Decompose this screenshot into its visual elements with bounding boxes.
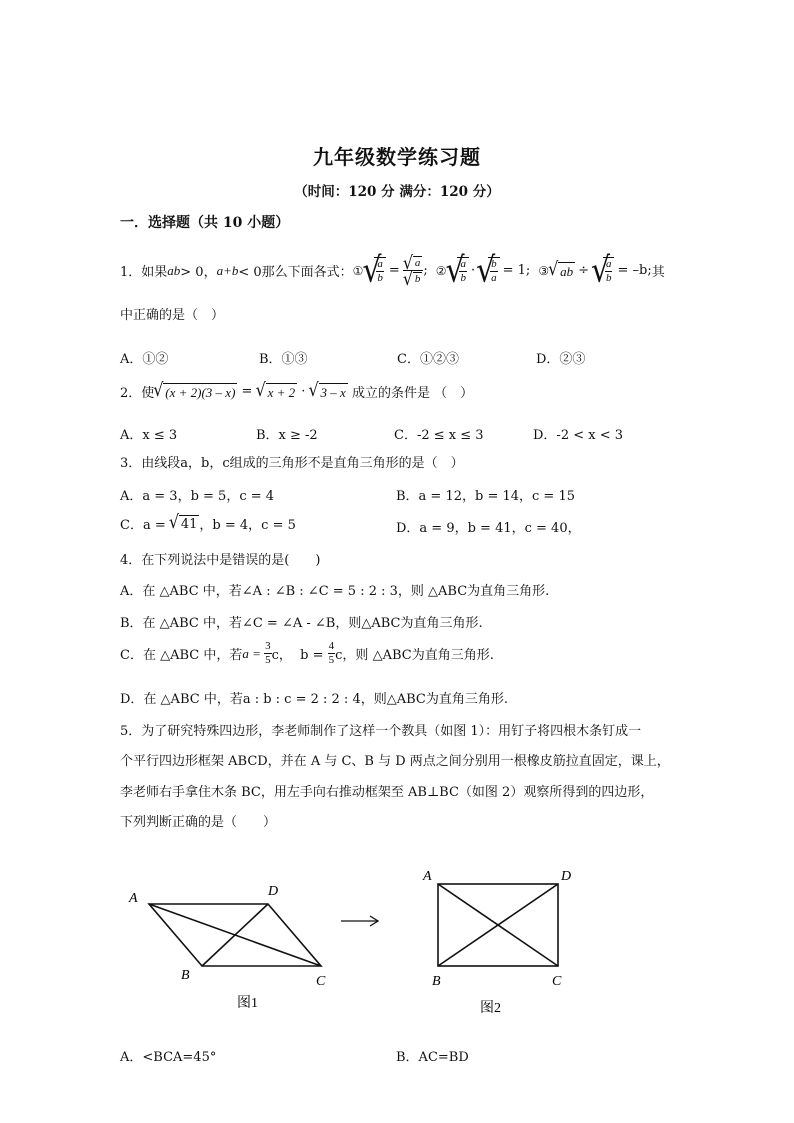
q2-dot: · xyxy=(297,384,310,399)
fig2-caption: 图2 xyxy=(480,1001,501,1016)
q1-eq3-rhs: = –b; xyxy=(617,263,652,278)
q2-equals: = xyxy=(237,384,257,399)
q4-option-c-prefix: C．在 △ABC 中，若 xyxy=(120,648,243,663)
q1-mark-1: ① xyxy=(352,263,364,278)
question-1-stem xyxy=(120,256,665,285)
figure-parallelogram xyxy=(0,860,794,1020)
q1-option-d[interactable]: D．②③ xyxy=(536,352,586,367)
question-3-stem: 3．由线段a，b，c组成的三角形不是直角三角形的是（ ） xyxy=(120,456,464,471)
q4-frac-1-den: 5 xyxy=(265,654,271,666)
q1-option-c[interactable]: C．①②③ xyxy=(397,352,459,367)
fig2-label-d: D xyxy=(561,869,572,884)
fig2-label-a: A xyxy=(423,869,432,884)
q2-suffix: 成立的条件是 （ ） xyxy=(347,386,474,401)
q2-root-1: x + 2 xyxy=(267,384,296,400)
q1-option-b[interactable]: B．①③ xyxy=(259,352,308,367)
q3-option-d[interactable]: D．a = 9，b = 41，c = 40， xyxy=(396,521,581,536)
q1-mark-2: ② xyxy=(435,263,447,278)
q1-formula-1: √ $\frac{a}{b}$ = √ a √ b ; xyxy=(363,256,427,285)
q4-frac-2-den: 5 xyxy=(328,654,335,666)
q2-root-2: 3 – x xyxy=(320,384,346,400)
page-title: 九年级数学练习题 xyxy=(313,145,481,169)
q3-option-c-suffix: ，b = 4，c = 5 xyxy=(199,518,296,533)
q3-option-c-prefix: C．a = xyxy=(120,518,170,533)
q3-option-c[interactable] xyxy=(120,514,296,533)
question-5-line-3: 李老师右手拿住木条 BC，用左手向右推动框架至 AB⊥BC（如图 2）观察所得到的四边形， xyxy=(120,785,654,800)
q4-option-b[interactable]: B．在 △ABC 中，若∠C = ∠A - ∠B，则△ABC为直角三角形. xyxy=(120,616,483,631)
q1-mark-3: ③ xyxy=(538,263,550,278)
q2-option-a[interactable]: A．x ≤ 3 xyxy=(120,428,178,443)
question-5-line-1: 5．为了研究特殊四边形，李老师制作了这样一个教具（如图 1）：用钉子将四根木条钉成一 xyxy=(120,724,642,739)
q1-suffix: 其 xyxy=(651,265,665,280)
question-4-stem: 4．在下列说法中是错误的是( ) xyxy=(120,553,321,568)
section-heading: 一．选择题（共 10 小题） xyxy=(120,215,290,231)
q2-option-d[interactable]: D．-2 < x < 3 xyxy=(533,428,624,443)
exam-info: （时间：120 分 满分：120 分） xyxy=(294,184,500,200)
question-5-line-2: 个平行四边形框架 ABCD，并在 A 与 C、B 与 D 两点之间分别用一根橡皮筋拉直固定，课上， xyxy=(120,754,670,769)
question-5-line-4: 下列判断正确的是（ ） xyxy=(120,815,277,830)
q4-frac-1-num: 3 xyxy=(265,640,271,652)
q4-option-a[interactable]: A．在 △ABC 中，若∠A : ∠B : ∠C = 5 : 2 : 3，则 △ABC为直角三角形. xyxy=(120,584,550,599)
fig2-label-c: C xyxy=(552,974,562,989)
fig2-shape xyxy=(438,884,558,966)
question-2-stem xyxy=(120,382,473,401)
q1-prefix: 1．如果 xyxy=(120,265,168,280)
q4-option-d[interactable]: D．在 △ABC 中，若a : b : c = 2 : 2 : 4，则△ABC为直角三角形. xyxy=(120,692,508,707)
question-1-line-2: 中正确的是（ ） xyxy=(120,308,225,323)
q3-option-c-radicand: 41 xyxy=(180,517,198,532)
q4-option-c-mid: c， b = xyxy=(271,648,328,663)
arrow-icon xyxy=(341,916,378,926)
q1-cond-sum: a+b xyxy=(216,262,239,278)
q2-option-b[interactable]: B．x ≥ -2 xyxy=(256,428,318,443)
fig1-shape xyxy=(149,904,321,966)
q5-option-a[interactable]: A．<BCA=45° xyxy=(120,1050,217,1065)
q3-option-b[interactable]: B．a = 12，b = 14，c = 15 xyxy=(396,489,576,504)
q5-option-b[interactable]: B．AC=BD xyxy=(396,1050,469,1065)
q1-cond-ab: ab xyxy=(167,262,181,278)
fig2-label-b: B xyxy=(432,974,441,989)
q1-formula-2: √ $\frac{a}{b}$ · √ $\frac{b}{a}$ = 1; xyxy=(446,257,530,284)
fig1-label-c: C xyxy=(316,974,326,989)
q2-radicand: (x + 2)(3 – x) xyxy=(165,384,236,400)
q1-eq2-rhs: = 1; xyxy=(502,263,531,278)
fig1-caption: 图1 xyxy=(237,996,258,1011)
q4-frac-2-num: 4 xyxy=(328,640,335,652)
q2-option-c[interactable]: C．-2 ≤ x ≤ 3 xyxy=(394,428,484,443)
q1-formula-3: √ ab ÷ √ $\frac{a}{b}$ = –b; xyxy=(549,257,652,284)
fig1-label-b: B xyxy=(181,968,190,983)
q4-option-c-suffix: c，则 △ABC为直角三角形. xyxy=(335,648,494,663)
q1-cond-gt: > 0， xyxy=(180,265,217,280)
fig1-label-a: A xyxy=(129,891,138,906)
q2-prefix: 2．使 xyxy=(120,386,155,401)
q4-option-c[interactable] xyxy=(120,641,494,666)
q3-option-a[interactable]: A．a = 3，b = 5，c = 4 xyxy=(120,489,275,504)
q1-cond-lt: < 0那么下面各式： xyxy=(238,265,353,280)
q1-option-a[interactable]: A．①② xyxy=(120,352,169,367)
fig1-label-d: D xyxy=(268,884,279,899)
q4-option-c-a: a = xyxy=(242,645,265,661)
